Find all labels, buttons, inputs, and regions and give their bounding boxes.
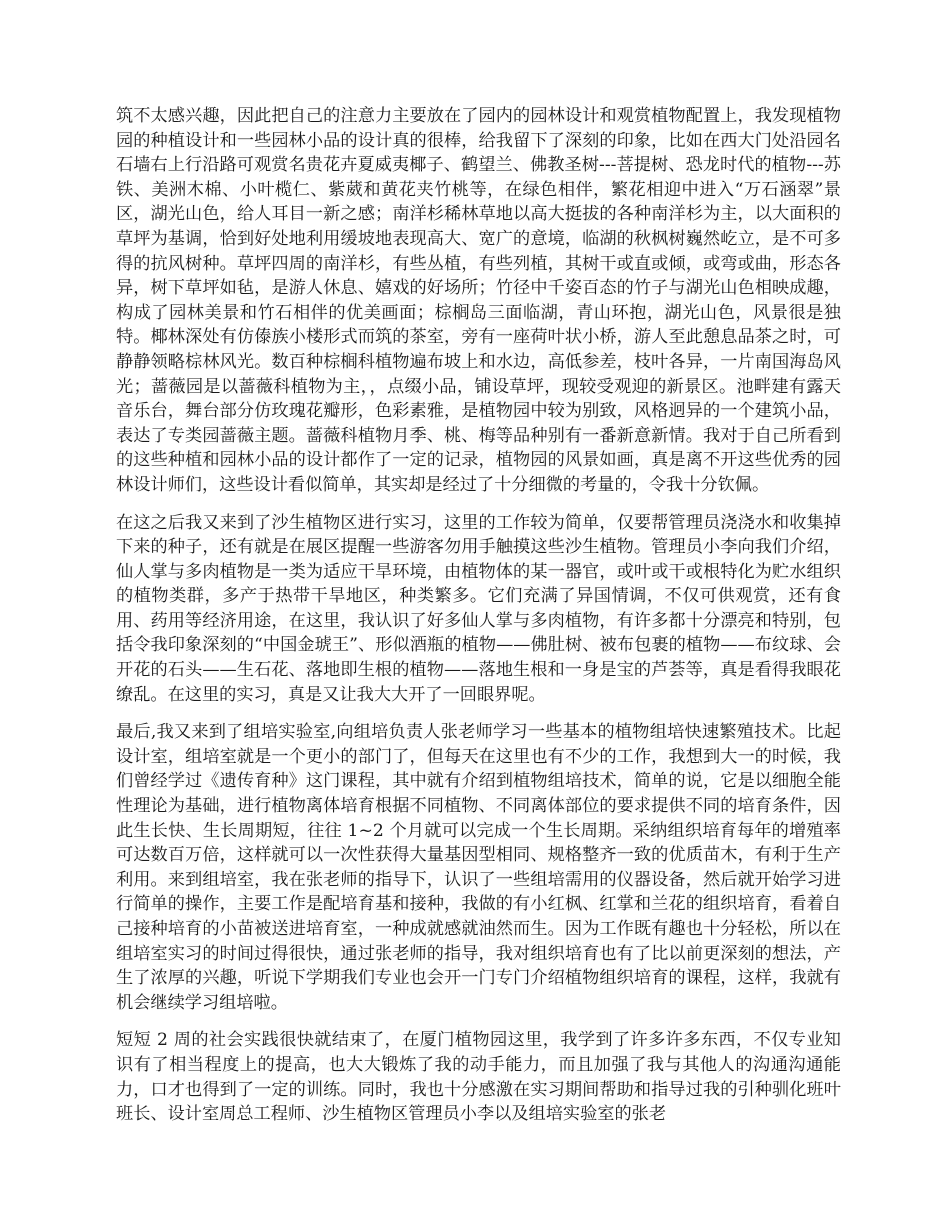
paragraph-tissue-culture: 最后,我又来到了组培实验室,向组培负责人张老师学习一些基本的植物组培快速繁殖技术。比起设计室，组培室就是一个更小的部门了，但每天在这里也有不少的工作，我想到大一的时候，我们曾经学过《遗传育种》这门课程，其中就有介绍到植物组培技术，简单的说，它是以细胞全能性理论为基础，进行植物离体培育根据不同植物、不同离体部位的要求提供不同的培育条件，因此生长快、生长周期短，往往 1~2 个月就可以完成一个生长周期。采纳组织培育每年的增殖率可达数百万倍，这样就可以一次性获得大量基因型相同、规格整齐一致的优质苗木，有利于生产利用。来到组培室，我在张老师的指导下，认识了一些组培需用的仪器设备，然后就开始学习进行简单的操作，主要工作是配培育基和接种，我做的有小红枫、红掌和兰花的组织培育，看着自己接种培育的小苗被送进培育室，一种成就感就油然而生。因为工作既有趣也十分轻松，所以在组培室实习的时间过得很快，通过张老师的指导，我对组织培育也有了比以前更深刻的想法，产生了浓厚的兴趣，听说下学期我们专业也会开一门专门介绍植物组织培育的课程，这样，我就有机会继续学习组培啦。 xyxy=(116,722,841,1013)
paragraph-summary: 短短 2 周的社会实践很快就结束了，在厦门植物园这里，我学到了许多许多东西，不仅专业知识有了相当程度上的提高，也大大锻炼了我的动手能力，而且加强了我与其他人的沟通沟通能力，口才也得到了一定的训练。同时，我也十分感激在实习期间帮助和指导过我的引种驯化班叶班长、设计室周总工程师、沙生植物区管理员小李以及组培实验室的张老 xyxy=(116,1030,841,1125)
document-page xyxy=(116,104,841,1140)
paragraph-desert-plants: 在这之后我又来到了沙生植物区进行实习，这里的工作较为简单，仅要帮管理员浇浇水和收集掉下来的种子，还有就是在展区提醒一些游客勿用手触摸这些沙生植物。管理员小李向我们介绍，仙人掌与多肉植物是一类为适应干旱环境，由植物体的某一器官，或叶或干或根特化为贮水组织的植物类群，多产于热带干旱地区，种类繁多。它们充满了异国情调，不仅可供观赏，还有食用、药用等经济用途，在这里，我认识了好多仙人掌与多肉植物，有许多都十分漂亮和特别，包括令我印象深刻的“中国金琥王”、形似酒瓶的植物——佛肚树、被布包裹的植物——布纹球、会开花的石头——生石花、落地即生根的植物——落地生根和一身是宝的芦荟等，真是看得我眼花缭乱。在这里的实习，真是又让我大大开了一回眼界呢。 xyxy=(116,512,841,705)
paragraph-garden-design: 筑不太感兴趣，因此把自己的注意力主要放在了园内的园林设计和观赏植物配置上，我发现植物园的种植设计和一些园林小品的设计真的很棒，给我留下了深刻的印象，比如在西大门处沿园名石墙右上行沿路可观赏名贵花卉夏威夷椰子、鹤望兰、佛教圣树---菩提树、恐龙时代的植物---苏铁、美洲木棉、小叶榄仁、紫葳和黄花夹竹桃等，在绿色相伴，繁花相迎中进入“万石涵翠”景区，湖光山色，给人耳目一新之感；南洋杉稀林草地以高大挺拔的各种南洋杉为主，以大面积的草坪为基调，恰到好处地利用缓坡地表现高大、宽广的意境，临湖的秋枫树巍然屹立，是不可多得的抗风树种。草坪四周的南洋杉，有些丛植，有些列植，其树干或直或倾，或弯或曲，形态各异，树下草坪如毡，是游人休息、嬉戏的好场所；竹径中千姿百态的竹子与湖光山色相映成趣，构成了园林美景和竹石相伴的优美画面；棕榈岛三面临湖，青山环抱，湖光山色，风景很是独特。椰林深处有仿傣族小楼形式而筑的茶室，旁有一座荷叶状小桥，游人至此憩息品茶之时，可静静领略棕林风光。数百种棕榈科植物遍布坡上和水边，高低参差，枝叶各异，一片南国海岛风光；蔷薇园是以蔷薇科植物为主，，点缀小品，铺设草坪，现较受观迎的新景区。池畔建有露天音乐台，舞台部分仿玫瑰花瓣形，色彩素雅，是植物园中较为别致，风格迥异的一个建筑小品，表达了专类园蔷薇主题。蔷薇科植物月季、桃、梅等品种别有一番新意新情。我对于自己所看到的这些种植和园林小品的设计都作了一定的记录，植物园的风景如画，真是离不开这些优秀的园林设计师们，这些设计看似简单，其实却是经过了十分细微的考量的，令我十分钦佩。 xyxy=(116,106,841,495)
